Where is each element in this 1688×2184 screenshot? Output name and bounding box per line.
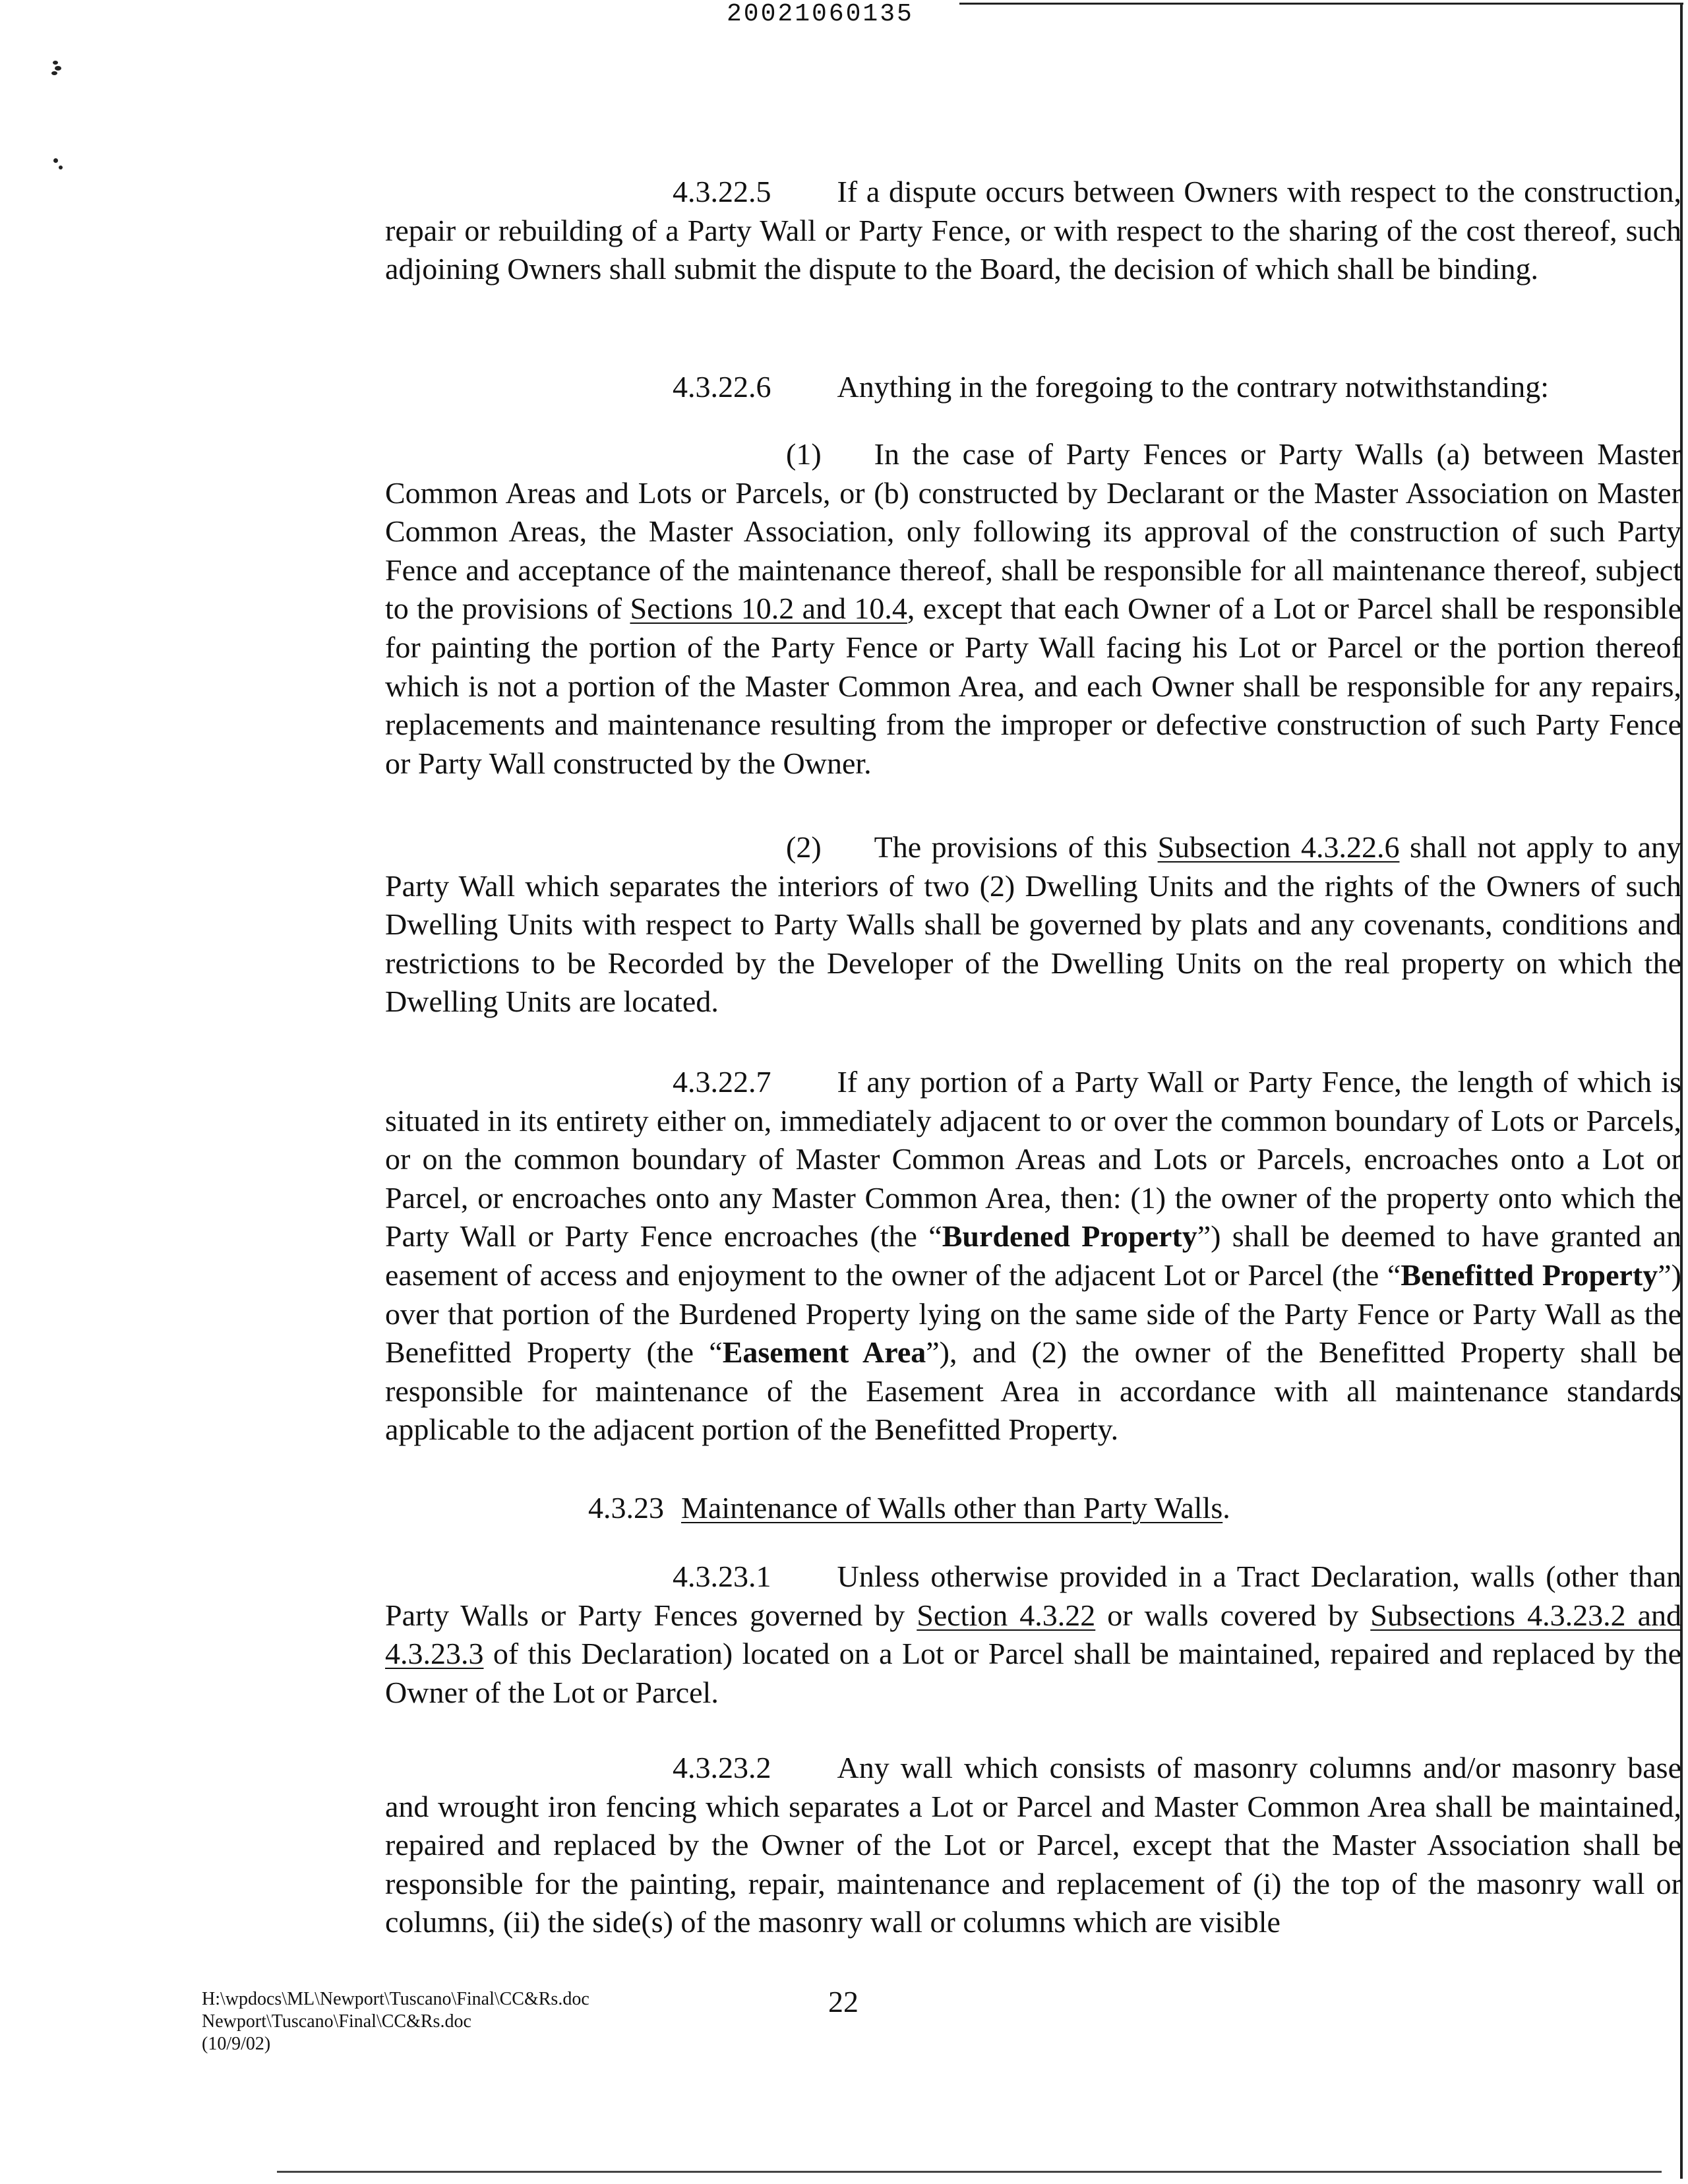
- subparagraph-2: [385, 828, 1681, 1021]
- paragraph-text: , except that each Owner of a Lot or Parcel shall be responsible for painting the portion of the Party Fence or Party Wall facing his Lot or Parcel or the portion thereof which is not a portion of the Master Common Area, and each Owner shall be responsible for any repairs, replacements and maintenance resulting from the improper or defective construction of such Party Fence or Party Wall constructed by the Owner.: [385, 592, 1681, 780]
- footer-path-line-2: Newport\Tuscano\Final\CC&Rs.doc: [202, 2011, 471, 2032]
- footer-path-line-1: H:\wpdocs\ML\Newport\Tuscano\Final\CC&Rs.doc: [202, 1989, 589, 2009]
- paragraph-text: or walls covered by: [1095, 1598, 1371, 1632]
- paragraph-text: shall not apply to any Party Wall which separates the interiors of two (2) Dwelling Units and the rights of the Owners of such Dwelling Units with respect to Party Walls shall be governed by plats and any covenants, conditions and restrictions to be Recorded by the Developer of the Dwelling Units on the real property on which the Dwelling Units are located.: [385, 830, 1681, 1019]
- page-number: 22: [828, 1985, 859, 2018]
- scan-speck: [53, 158, 58, 163]
- paragraph-text: ”) over that portion of the Burdened Property lying on the same side of the Party Fence or Party Wall as the Benefitted Property (the “: [385, 1258, 1682, 1370]
- section-number: 4.3.23: [588, 1491, 664, 1525]
- paragraph-text: If a dispute occurs between Owners with respect to the construction, repair or rebuilding of a Party Wall or Party Fence, or with respect to the sharing of the cost thereof, such adjoining Owners shall submit the dispute to the Board, the decision of which shall be binding.: [385, 175, 1681, 286]
- footer-date: (10/9/02): [202, 2034, 271, 2054]
- scan-speck: [59, 166, 63, 169]
- bottom-border-line: [277, 2171, 1662, 2173]
- section-reference: Subsection 4.3.22.6: [1157, 830, 1400, 864]
- document-number-stamp: 20021060135: [727, 0, 914, 28]
- paragraph-text: Anything in the foregoing to the contrary notwithstanding:: [837, 370, 1550, 404]
- paragraph-text: The provisions of this: [874, 830, 1158, 864]
- defined-term: Benefitted Property: [1401, 1258, 1658, 1292]
- section-number: 4.3.23.1: [673, 1560, 771, 1593]
- subparagraph-1: [385, 435, 1681, 783]
- heading-period: .: [1222, 1491, 1230, 1525]
- section-number: 4.3.22.7: [673, 1065, 771, 1099]
- paragraph-text: Unless otherwise provided in a Tract Declaration, walls (other than Party Walls or Party Fences governed by: [385, 1560, 1681, 1632]
- item-number: (1): [786, 437, 822, 471]
- paragraph-4-3-23-1: [385, 1558, 1681, 1712]
- section-reference: Sections 10.2 and 10.4: [630, 592, 907, 626]
- paragraph-4-3-23-2: [385, 1749, 1681, 1942]
- section-number: 4.3.23.2: [673, 1751, 771, 1784]
- paragraph-text: ”), and (2) the owner of the Benefitted Property shall be responsible for maintenance of the Easement Area in accordance with all maintenance standards applicable to the adjacent portion of the Benefitted Property.: [385, 1335, 1681, 1447]
- paragraph-text: If any portion of a Party Wall or Party Fence, the length of which is situated in its entirety either on, immediately adjacent to or over the common boundary of Lots or Parcels, or on the common boundary of Master Common Areas and Lots or Parcels, encroaches onto a Lot or Parcel, or encroaches onto any Master Common Area, then: (1) the owner of the property onto which the Party Wall or Party Fence encroaches (the “: [385, 1065, 1681, 1254]
- item-number: (2): [786, 830, 822, 864]
- paragraph-text: Any wall which consists of masonry columns and/or masonry base and wrought iron fencing which separates a Lot or Parcel and Master Common Area shall be maintained, repaired and replaced by the Owner of the Lot or Parcel, except that the Master Association shall be responsible for the painting, repair, maintenance and replacement of (i) the top of the masonry wall or columns, (ii) the side(s) of the masonry wall or columns which are visible: [385, 1751, 1681, 1939]
- paragraph-4-3-22-6: [385, 368, 1681, 407]
- section-number: 4.3.22.6: [673, 370, 771, 404]
- defined-term: Easement Area: [722, 1335, 926, 1370]
- heading-4-3-23: [385, 1489, 1681, 1528]
- scan-speck: [51, 71, 57, 75]
- section-reference: Subsections 4.3.23.2 and 4.3.23.3: [385, 1598, 1681, 1671]
- paragraph-text: In the case of Party Fences or Party Walls (a) between Master Common Areas and Lots or Parcels, or (b) constructed by Declarant or the Master Association on Master Common Areas, the Master Association, only following its approval of the construction of such Party Fence and acceptance of the maintenance thereof, shall be responsible for all maintenance thereof, subject to the provisions of: [385, 437, 1681, 626]
- section-reference: Section 4.3.22: [917, 1598, 1096, 1632]
- paragraph-4-3-22-7: [385, 1063, 1681, 1449]
- section-heading: Maintenance of Walls other than Party Walls: [681, 1491, 1223, 1525]
- scan-speck: [55, 66, 61, 71]
- defined-term: Burdened Property: [942, 1219, 1197, 1254]
- top-border-line: [959, 3, 1683, 5]
- section-number: 4.3.22.5: [673, 175, 771, 208]
- paragraph-text: of this Declaration) located on a Lot or Parcel shall be maintained, repaired and replaced by the Owner of the Lot or Parcel.: [385, 1637, 1681, 1709]
- footer-file-path: [202, 1988, 795, 2055]
- paragraph-4-3-22-5: [385, 173, 1681, 289]
- scan-speck: [53, 61, 58, 65]
- paragraph-text: ”) shall be deemed to have granted an easement of access and enjoyment to the owner of the adjacent Lot or Parcel (the “: [385, 1219, 1682, 1292]
